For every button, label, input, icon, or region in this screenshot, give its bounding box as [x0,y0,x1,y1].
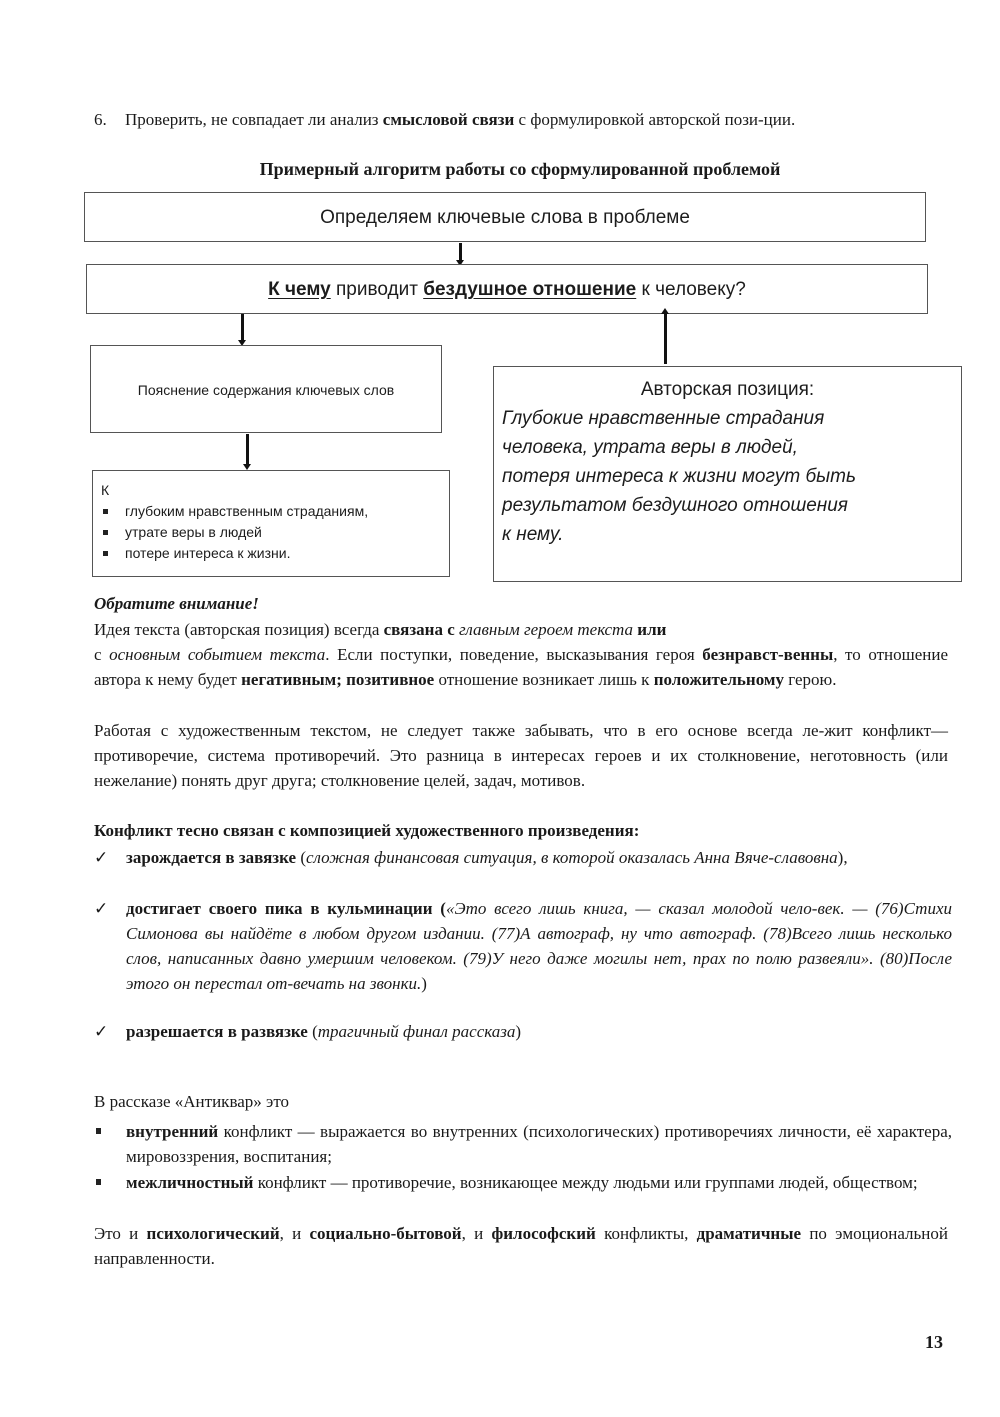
bullet-internal-conflict [94,1119,952,1169]
bold-span: смысловой связи [382,110,515,129]
checkmark-icon: ✓ [94,899,109,918]
bold-span: межличностный [126,1173,254,1192]
text-span: по эмоциональной направленности. [94,1224,948,1268]
bold-span: социально-бытовой [309,1224,462,1243]
bold-span: связана с [383,620,460,639]
note-paragraph-2: Работая с художественным текстом, не следует также забывать, что в его основе всегда ле-жит конфликт— противоречие, система противоречий. Это разница в интересах героев и их столкновение, неготовность (или нежелание) понять друг друга; столкновение целей, задач, мотивов. [94,721,948,790]
check-item-climax [94,896,952,996]
arrow-down-icon [241,314,244,342]
diagram-box-keywords: Определяем ключевые слова в проблеме [84,192,926,242]
text-span: , и [461,1224,492,1243]
bullet-text [94,1170,952,1195]
text-span: ), [837,848,848,867]
arrow-down-icon [246,434,249,466]
bold-span: психологический [146,1224,280,1243]
bold-span: философский [491,1224,596,1243]
summary-paragraph [94,1221,948,1271]
list-item-6 [94,107,954,132]
box-line: к нему. [502,524,564,545]
list-item: утрате веры в людей [101,522,441,543]
bullet-text [94,1119,952,1169]
text-span: отношение возникает лишь к [434,670,654,689]
item-text [94,107,954,132]
check-text [94,896,952,996]
box-line: результатом бездушного отношения [502,495,848,516]
check-text [94,845,952,870]
arrow-up-icon [664,312,667,364]
bullet-square-icon [96,1128,101,1134]
bold-span: безнравст-венны [702,645,834,664]
bold-span: или [633,620,667,639]
text-span: с формулировкой авторской пози-ции. [514,110,796,129]
text-span: ) [515,1022,522,1041]
text-span: с [94,645,110,664]
italic-span: трагичный финал рассказа [317,1022,516,1041]
checkmark-icon: ✓ [94,1022,109,1041]
story-intro: В рассказе «Антиквар» это [94,1092,290,1111]
text-span: , то отношение автора к нему будет [94,645,949,689]
bold-span: достигает своего пика в кульминации ( [126,899,446,918]
note-paragraph-1 [94,617,948,692]
italic-span: сложная финансовая ситуация, в которой оказалась Анна Вяче-славовна [305,848,838,867]
box-heading: Авторская позиция: [640,379,815,400]
text-span: ) [421,974,427,993]
list-item: потере интереса к жизни. [101,543,441,564]
text-span: герою. [783,670,837,689]
page-number: 13 [925,1332,943,1352]
bullet-interpersonal-conflict [94,1170,952,1195]
check-item-resolution [94,1019,952,1044]
text-span: ( [296,848,306,867]
diagram-box-problem [86,264,928,314]
note-title: Обратите внимание! [94,594,259,613]
consequence-list [101,501,441,564]
text-span: Это и [94,1224,147,1243]
bold-span: зарождается в завязке [126,848,297,867]
diagram-box-consequences [92,470,450,577]
italic-span: основным событием текста [109,645,326,664]
check-item-setup [94,845,952,870]
arrow-down-icon [459,243,462,262]
box-lead: К [101,482,110,498]
bold-span: драматичные [696,1224,802,1243]
italic-span: главным героем текста [459,620,634,639]
list-item: глубоким нравственным страданиям, [101,501,441,522]
text-span: Идея текста (авторская позиция) всегда [94,620,384,639]
text-span: к человеку? [636,279,746,300]
text-span: приводит [330,279,424,300]
text-span: , и [279,1224,310,1243]
bullet-square-icon [96,1179,101,1185]
italic-span: «Это всего лишь книга, — сказал молодой чело-век. — (76)Стихи Симонова вы найдёте в любом другом издании. (77)А автограф, ну что автограф. (78)Всего лишь несколько слов, написанных давно умершим человеком. (79)У него даже могилы нет, прах по полю развеяли». (80)После этого он перестал от-вечать на звонки. [126,899,952,993]
text-span: конфликты, [595,1224,697,1243]
box-line: человека, утрата веры в людей, [502,437,798,458]
item-number: 6. [94,110,107,129]
note-paragraph-3: Конфликт тесно связан с композицией художественного произведения: [94,821,640,840]
bold-span: положительному [653,670,784,689]
algorithm-title: Примерный алгоритм работы со сформулированной проблемой [259,159,781,179]
keyword-underlined: бездушное отношение [423,279,637,300]
box-line: потеря интереса к жизни могут быть [502,466,856,487]
text-span: . Если поступки, поведение, высказывания героя [325,645,703,664]
checkmark-icon: ✓ [94,848,109,867]
box-line: Глубокие нравственные страдания [502,408,825,429]
keyword-underlined: К чему [268,279,331,300]
bold-span: негативным; позитивное [241,670,435,689]
bold-span: разрешается в развязке [126,1022,308,1041]
text-span: ( [307,1022,318,1041]
bold-span: внутренний [126,1122,219,1141]
diagram-box-author-position [493,366,962,582]
text-span: конфликт — противоречие, возникающее между людьми или группами людей, обществом; [253,1173,918,1192]
check-text [94,1019,952,1044]
text-span: конфликт — выражается во внутренних (психологических) противоречиях личности, её характера, мировоззрения, воспитания; [126,1122,952,1166]
diagram-box-explanation: Пояснение содержания ключевых слов [90,345,442,433]
text-span: Проверить, не совпадает ли анализ [125,110,383,129]
